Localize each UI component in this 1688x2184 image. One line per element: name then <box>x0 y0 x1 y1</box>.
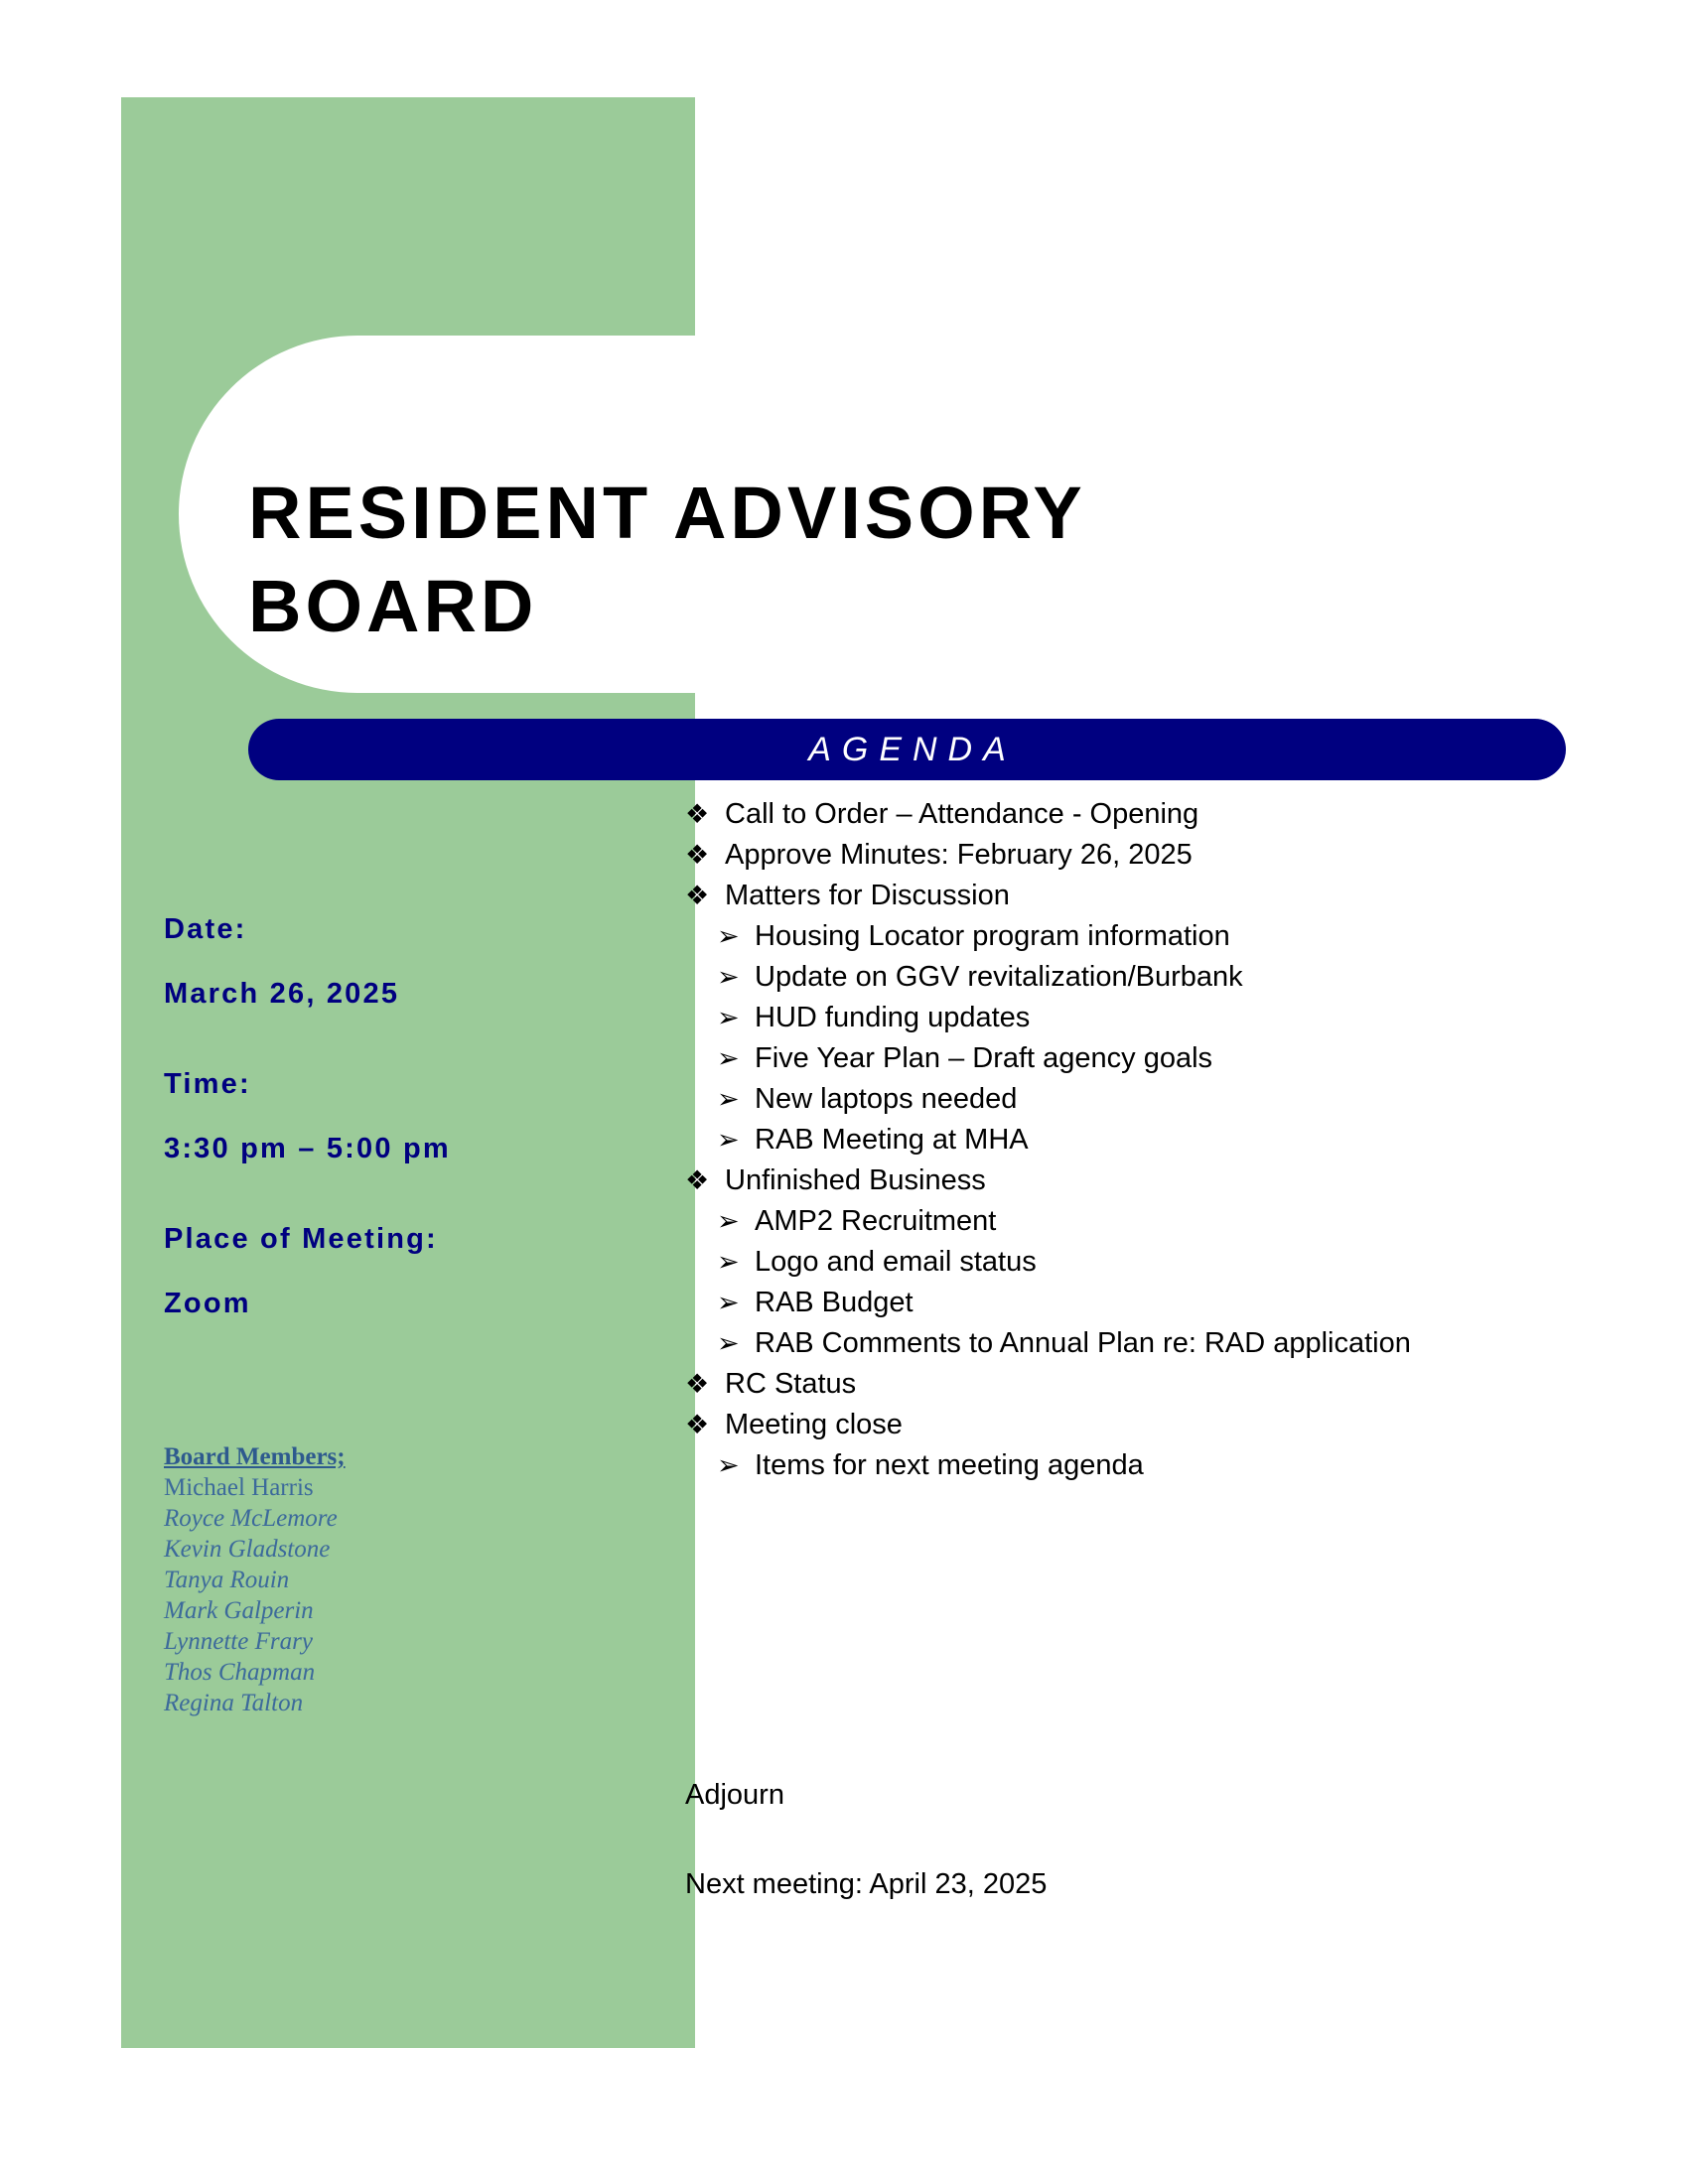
agenda-item <box>685 998 1618 1038</box>
agenda-banner-label: AGENDA <box>808 730 1017 768</box>
agenda-item-label: Call to Order – Attendance - Opening <box>725 798 1199 830</box>
board-member-name: Thos Chapman <box>164 1659 316 1686</box>
agenda-item <box>685 1038 1618 1079</box>
agenda-item-label: Logo and email status <box>755 1246 1037 1278</box>
arrow-bullet-icon: ➢ <box>717 1288 740 1317</box>
board-member-name: Kevin Gladstone <box>164 1536 331 1563</box>
agenda-item <box>685 957 1618 998</box>
agenda-item-list <box>685 794 1618 1486</box>
agenda-item <box>685 1160 1618 1201</box>
agenda-item <box>685 1201 1618 1242</box>
agenda-item-label: New laptops needed <box>755 1083 1018 1115</box>
adjourn-line: Adjourn <box>685 1779 784 1811</box>
diamond-bullet-icon: ❖ <box>685 840 710 870</box>
agenda-item <box>685 1323 1618 1364</box>
board-member-name: Mark Galperin <box>164 1597 314 1624</box>
board-members-heading: Board Members; <box>164 1443 346 1470</box>
board-member-name: Lynnette Frary <box>164 1628 313 1655</box>
agenda-item <box>685 1364 1618 1405</box>
time-value: 3:30 pm – 5:00 pm <box>164 1133 451 1164</box>
board-members-list <box>164 1472 581 1718</box>
board-member-name: Royce McLemore <box>164 1505 338 1532</box>
arrow-bullet-icon: ➢ <box>717 1450 740 1480</box>
meeting-details <box>164 913 631 1320</box>
agenda-item <box>685 1283 1618 1323</box>
diamond-bullet-icon: ❖ <box>685 799 710 829</box>
agenda-item <box>685 835 1618 876</box>
diamond-bullet-icon: ❖ <box>685 1165 710 1195</box>
arrow-bullet-icon: ➢ <box>717 1003 740 1032</box>
date-label: Date: <box>164 913 247 945</box>
arrow-bullet-icon: ➢ <box>717 1247 740 1277</box>
page-title <box>248 467 1301 653</box>
place-value: Zoom <box>164 1288 251 1319</box>
agenda-item <box>685 1405 1618 1445</box>
date-value: March 26, 2025 <box>164 978 400 1010</box>
arrow-bullet-icon: ➢ <box>717 1206 740 1236</box>
agenda-item-label: Items for next meeting agenda <box>755 1449 1144 1481</box>
diamond-bullet-icon: ❖ <box>685 1410 710 1439</box>
diamond-bullet-icon: ❖ <box>685 1369 710 1399</box>
agenda-item-label: Matters for Discussion <box>725 880 1010 911</box>
board-member-name: Regina Talton <box>164 1690 304 1716</box>
agenda-item-label: RC Status <box>725 1368 857 1400</box>
next-meeting-line: Next meeting: April 23, 2025 <box>685 1868 1048 1900</box>
board-members-block <box>164 1441 581 1718</box>
arrow-bullet-icon: ➢ <box>717 1328 740 1358</box>
agenda-item-label: HUD funding updates <box>755 1002 1031 1033</box>
agenda-item-label: RAB Meeting at MHA <box>755 1124 1029 1156</box>
arrow-bullet-icon: ➢ <box>717 921 740 951</box>
time-label: Time: <box>164 1068 251 1100</box>
agenda-item <box>685 876 1618 916</box>
agenda-item-label: Approve Minutes: February 26, 2025 <box>725 839 1193 871</box>
agenda-item <box>685 1445 1618 1486</box>
agenda-item <box>685 916 1618 957</box>
diamond-bullet-icon: ❖ <box>685 881 710 910</box>
agenda-item <box>685 794 1618 835</box>
arrow-bullet-icon: ➢ <box>717 1043 740 1073</box>
board-member-name: Michael Harris <box>164 1474 314 1501</box>
agenda-item-label: Housing Locator program information <box>755 920 1230 952</box>
agenda-item-label: RAB Budget <box>755 1287 914 1318</box>
page-title-line-2: BOARD <box>248 565 538 647</box>
agenda-item <box>685 1120 1618 1160</box>
arrow-bullet-icon: ➢ <box>717 1125 740 1155</box>
arrow-bullet-icon: ➢ <box>717 962 740 992</box>
agenda-item <box>685 1079 1618 1120</box>
agenda-banner <box>248 719 1566 780</box>
agenda-item-label: Meeting close <box>725 1409 903 1440</box>
agenda-item-label: RAB Comments to Annual Plan re: RAD application <box>755 1327 1411 1359</box>
agenda-item-label: Unfinished Business <box>725 1164 986 1196</box>
page-title-line-1: RESIDENT ADVISORY <box>248 472 1086 554</box>
agenda-item <box>685 1242 1618 1283</box>
agenda-item-label: AMP2 Recruitment <box>755 1205 997 1237</box>
arrow-bullet-icon: ➢ <box>717 1084 740 1114</box>
board-member-name: Tanya Rouin <box>164 1567 290 1593</box>
agenda-item-label: Five Year Plan – Draft agency goals <box>755 1042 1213 1074</box>
agenda-item-label: Update on GGV revitalization/Burbank <box>755 961 1243 993</box>
place-label: Place of Meeting: <box>164 1223 438 1255</box>
